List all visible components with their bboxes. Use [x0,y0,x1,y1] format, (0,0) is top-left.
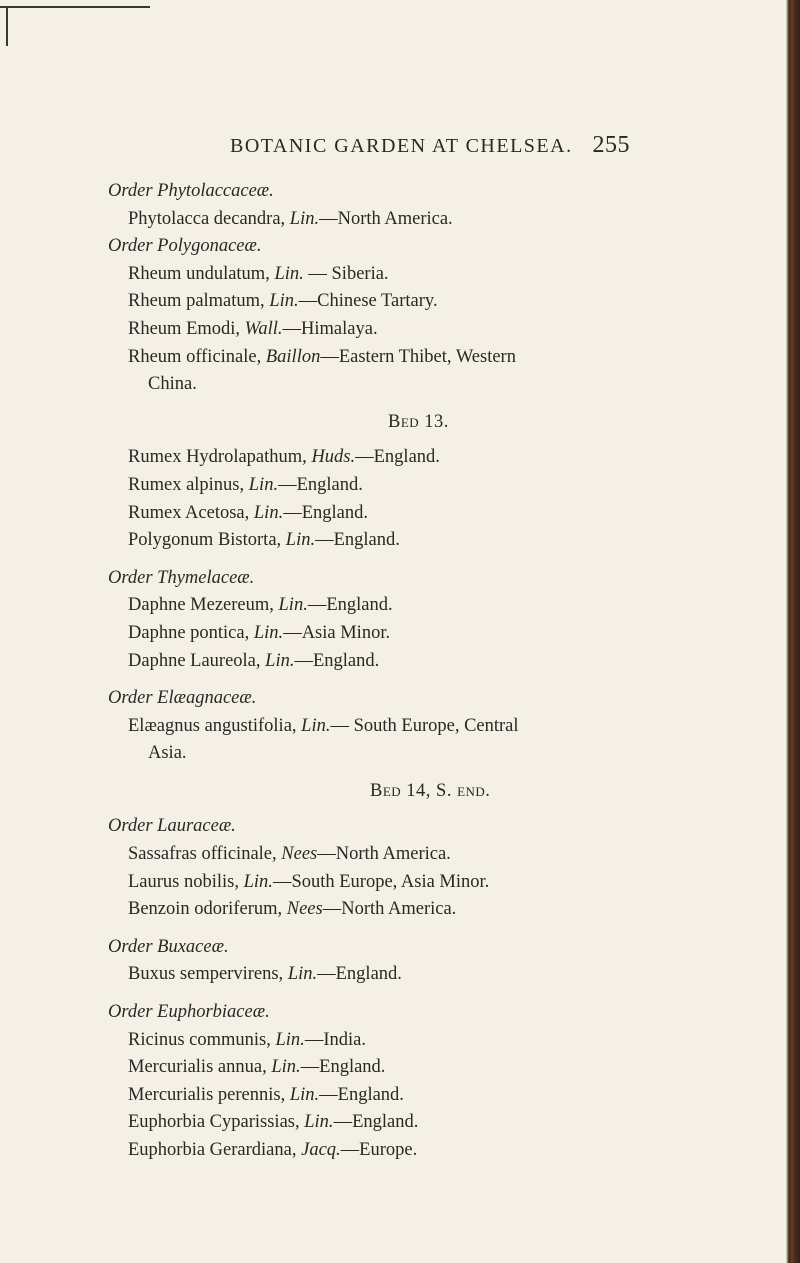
species-entry: Polygonum Bistorta, Lin.—England. [128,530,400,551]
species-entry: Rumex Hydrolapathum, Huds.—England. [128,447,440,468]
species-entry: Rumex alpinus, Lin.—England. [128,474,363,495]
species-entry: Rheum officinale, Baillon—Eastern Thibet, Western [128,346,516,367]
species-entry: Mercurialis annua, Lin.—England. [128,1057,386,1078]
book-spine-edge [786,0,800,1263]
order-heading: Order Elæagnaceæ. [108,688,257,709]
page-number: 255 [592,132,630,158]
species-entry: Rheum palmatum, Lin.—Chinese Tartary. [128,291,438,312]
bed-heading: Bed 14, S. end. [370,780,491,801]
species-entry: Benzoin odoriferum, Nees—North America. [128,899,457,920]
bed-heading: Bed 13. [388,411,449,432]
species-entry: Sassafras officinale, Nees—North America. [128,844,451,865]
order-heading: Order Thymelaceæ. [108,567,255,588]
running-head [230,132,630,159]
order-heading: Order Phytolaccaceæ. [108,181,274,201]
species-entry-continuation: Asia. [148,743,187,764]
order-heading: Order Polygonaceæ. [108,236,262,257]
order-heading: Order Buxaceæ. [108,936,229,957]
order-heading: Order Lauraceæ. [108,816,236,837]
species-entry: Buxus sempervirens, Lin.—England. [128,964,402,985]
species-entry: Rheum undulatum, Lin. — Siberia. [128,263,389,284]
species-entry: Phytolacca decandra, Lin.—North America. [128,208,453,229]
species-entry: Laurus nobilis, Lin.—South Europe, Asia Minor. [128,871,490,892]
page-corner-rule-vertical [6,6,8,46]
species-entry: Daphne pontica, Lin.—Asia Minor. [128,622,391,643]
page-corner-rule [0,6,150,8]
species-entry: Daphne Mezereum, Lin.—England. [128,595,393,616]
species-entry: Daphne Laureola, Lin.—England. [128,650,380,671]
species-entry: Ricinus communis, Lin.—India. [128,1029,366,1050]
page-body [108,178,748,1165]
species-entry-continuation: China. [148,374,197,395]
running-title: BOTANIC GARDEN AT CHELSEA. [230,135,573,157]
species-entry: Rheum Emodi, Wall.—Himalaya. [128,318,378,339]
species-entry: Euphorbia Cyparissias, Lin.—England. [128,1112,419,1133]
species-entry: Rumex Acetosa, Lin.—England. [128,502,368,523]
species-entry: Euphorbia Gerardiana, Jacq.—Europe. [128,1140,418,1160]
species-entry: Elæagnus angustifolia, Lin.— South Europe, Central [128,715,519,736]
order-heading: Order Euphorbiaceæ. [108,1002,270,1023]
species-entry: Mercurialis perennis, Lin.—England. [128,1084,404,1105]
